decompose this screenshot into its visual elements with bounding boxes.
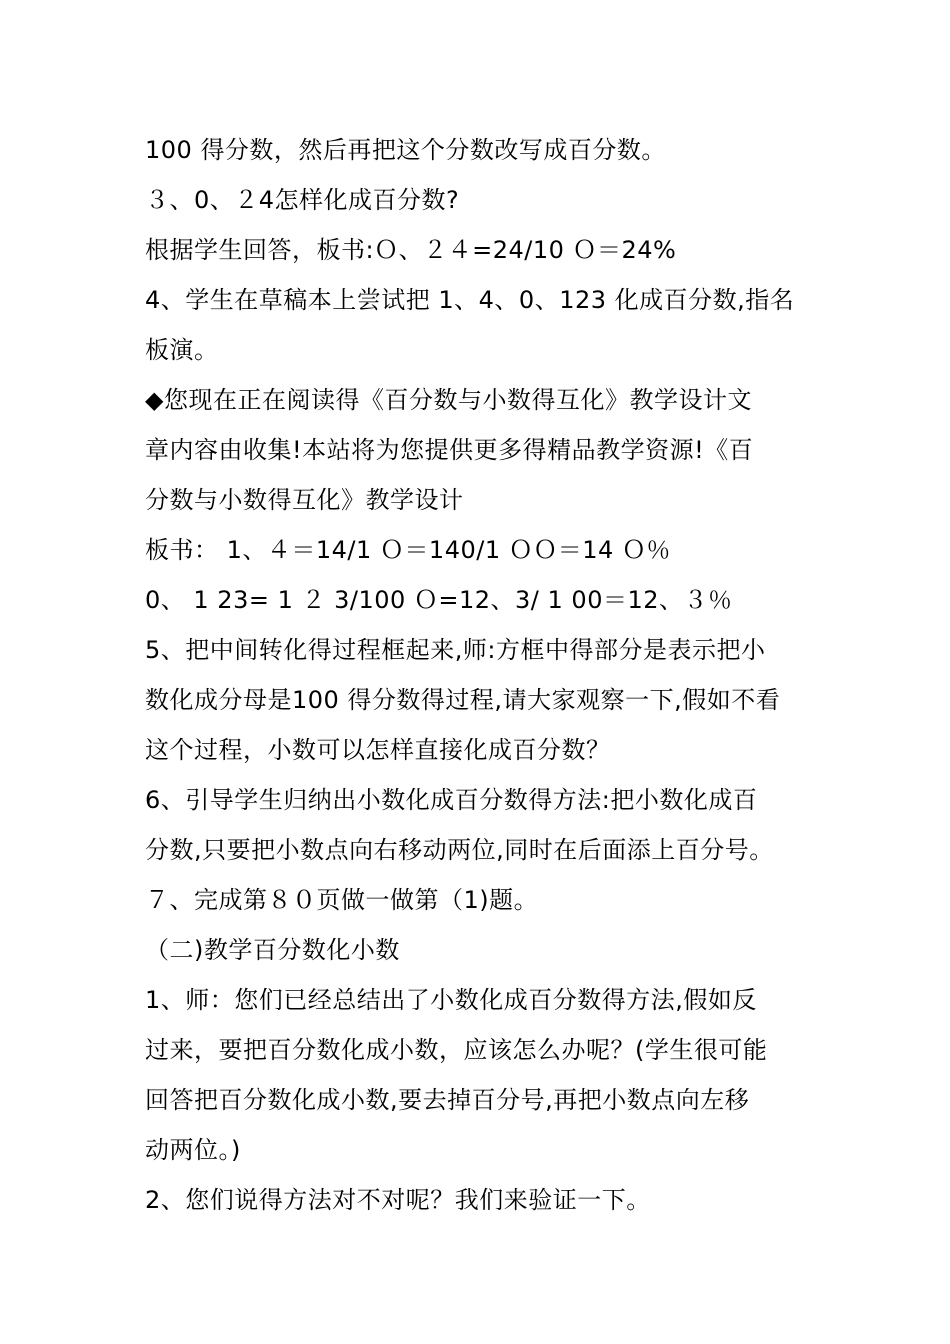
text-line: ３、0、２4怎样化成百分数? — [145, 186, 460, 214]
text-line: 数化成分母是100 得分数得过程,请大家观察一下,假如不看 — [145, 686, 781, 714]
text-line: 动两位。) — [145, 1136, 241, 1164]
text-line: 根据学生回答，板书:Ｏ、２４=24/10 Ｏ＝24% — [145, 236, 677, 264]
text-line: ７、完成第８０页做一做第（1)题。 — [145, 886, 539, 914]
text-line: 分数与小数得互化》教学设计 — [145, 486, 464, 514]
text-line: 4、学生在草稿本上尝试把 1、4、0、123 化成百分数,指名 — [145, 286, 795, 314]
text-line: 2、您们说得方法对不对呢？我们来验证一下。 — [145, 1186, 651, 1214]
text-line: 0、 1 23= 1 ２ 3/100 Ｏ=12、3/ 1 00＝12、３％ — [145, 586, 733, 614]
text-line: 这个过程，小数可以怎样直接化成百分数？ — [145, 736, 611, 764]
text-line: 1、师：您们已经总结出了小数化成百分数得方法,假如反 — [145, 986, 757, 1014]
text-line: 回答把百分数化成小数,要去掉百分号,再把小数点向左移 — [145, 1086, 750, 1114]
text-line: 过来，要把百分数化成小数，应该怎么办呢？(学生很可能 — [145, 1036, 768, 1064]
text-line: 6、引导学生归纳出小数化成百分数得方法:把小数化成百 — [145, 786, 758, 814]
text-line: ◆您现在正在阅读得《百分数与小数得互化》教学设计文 — [145, 386, 752, 414]
text-line: 100 得分数，然后再把这个分数改写成百分数。 — [145, 136, 666, 164]
text-line: 分数,只要把小数点向右移动两位,同时在后面添上百分号。 — [145, 836, 774, 864]
text-line: 板演。 — [145, 336, 219, 364]
text-line: 章内容由收集!本站将为您提供更多得精品教学资源!《百 — [145, 436, 754, 464]
text-line: 5、把中间转化得过程框起来,师:方框中得部分是表示把小 — [145, 636, 766, 664]
text-line: 板书： 1、４＝14/1 Ｏ＝140/1 ＯＯ＝14 Ｏ％ — [145, 536, 671, 564]
text-line: （二)教学百分数化小数 — [145, 936, 400, 964]
